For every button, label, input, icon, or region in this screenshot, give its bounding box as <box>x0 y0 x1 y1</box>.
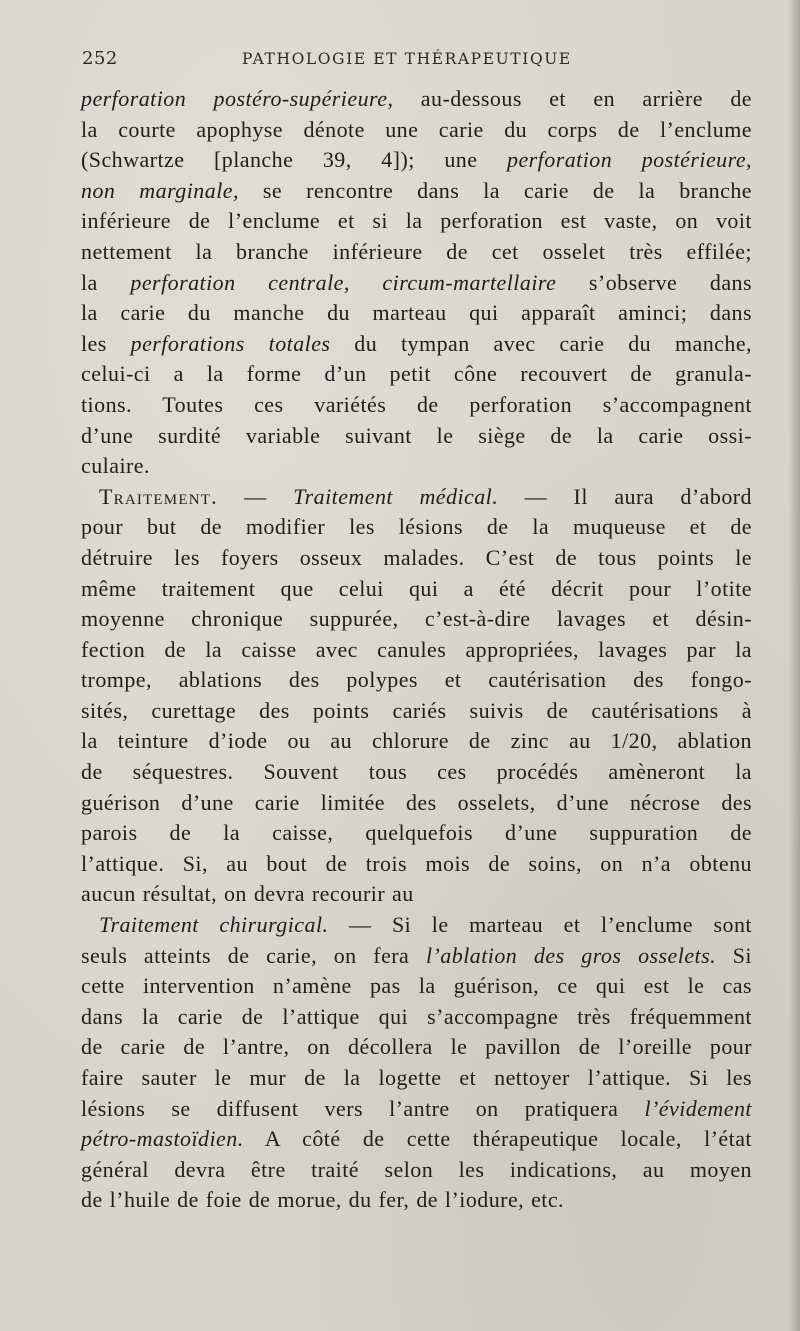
text-run: guérison d’une carie limitée des osselets, d’une nécrose des <box>81 789 752 815</box>
text-run: du tympan avec carie du manche, <box>330 330 753 356</box>
text-run: faire sauter le mur de la logette et nettoyer l’attique. Si les <box>81 1065 752 1090</box>
text-line <box>81 879 752 910</box>
italic-term: non marginale, <box>81 177 239 203</box>
running-head: PATHOLOGIE ET THÉRAPEUTIQUE <box>242 50 572 68</box>
italic-term: perforation centrale, circum-martellaire <box>130 269 557 295</box>
text-line <box>81 1185 752 1216</box>
italic-term: l’évidement <box>644 1095 752 1121</box>
text-run: général devra être traité selon les indications, au moyen <box>81 1156 752 1182</box>
text-run: culaire. <box>81 453 150 479</box>
text-run: parois de la caisse, quelquefois d’une suppuration de <box>81 820 752 846</box>
text-run: seuls atteints de carie, on fera <box>81 942 426 968</box>
text-line <box>81 818 752 849</box>
text-line <box>81 665 752 696</box>
text-run: (Schwartze [planche 39, 4]); une <box>81 147 507 173</box>
text-line <box>81 1094 752 1125</box>
text-run: sités, curettage des points cariés suivis de cautérisations à <box>81 697 752 723</box>
text-run: nettement la branche inférieure de cet osselet très effilée; <box>81 238 752 264</box>
text-run: détruire les foyers osseux malades. C’est de tous points le <box>81 544 752 570</box>
text-line <box>81 268 752 299</box>
text-line <box>81 788 752 819</box>
text-line <box>81 1002 752 1033</box>
text-line <box>81 910 752 941</box>
italic-term: perforation postérieure, <box>507 147 752 173</box>
text-line <box>81 849 752 880</box>
text-run: de l’huile de foie de morue, du fer, de l’iodure, etc. <box>81 1187 565 1213</box>
text-run: se rencontre dans la carie de la branche <box>238 177 752 203</box>
text-run: s’observe dans <box>556 269 752 295</box>
text-run: tions. Toutes ces variétés de perforation s’accompagnent <box>81 391 752 417</box>
text-run: d’une surdité variable suivant le siège de la carie ossi- <box>81 422 752 448</box>
body-text <box>81 84 752 1216</box>
italic-term: perforations totales <box>130 330 331 356</box>
text-line <box>81 359 752 390</box>
text-run: dans la carie de l’attique qui s’accompagne très fréquemment <box>81 1003 752 1029</box>
text-line <box>81 329 752 360</box>
text-line <box>81 1124 752 1155</box>
text-line <box>81 176 752 207</box>
text-line <box>81 237 752 268</box>
text-run: l’attique. Si, au bout de trois mois de soins, on n’a obtenu <box>81 850 752 876</box>
text-run: la teinture d’iode ou au chlorure de zinc au 1/20, ablation <box>81 728 752 754</box>
italic-term: pétro-mastoïdien. <box>81 1126 244 1152</box>
text-run: — Il aura d’abord <box>498 483 752 509</box>
text-line <box>81 1063 752 1094</box>
text-run: cette intervention n’amène pas la guérison, ce qui est le cas <box>81 973 752 999</box>
text-run: — <box>217 483 294 509</box>
page-edge-shadow <box>788 0 800 1331</box>
text-run: la courte apophyse dénote une carie du corps de l’enclume <box>81 116 752 142</box>
text-line <box>81 1032 752 1063</box>
text-line <box>81 604 752 635</box>
text-line <box>81 482 752 513</box>
text-line <box>81 696 752 727</box>
text-line <box>81 206 752 237</box>
text-run: au-dessous et en arrière de <box>393 86 752 111</box>
text-line <box>81 451 752 482</box>
text-line <box>81 512 752 543</box>
text-run: aucun résultat, on devra recourir au <box>81 881 414 907</box>
text-run: fection de la caisse avec canules appropriées, lavages par la <box>81 636 752 662</box>
text-line <box>81 757 752 788</box>
text-run: lésions se diffusent vers l’antre on pratiquera <box>81 1095 645 1121</box>
text-run: celui-ci a la forme d’un petit cône recouvert de granula- <box>81 361 752 387</box>
text-run: de carie de l’antre, on décollera le pavillon de l’oreille pour <box>81 1034 752 1060</box>
text-run: les <box>81 330 131 356</box>
italic-term: l’ablation des gros osselets. <box>425 942 717 968</box>
text-run: inférieure de l’enclume et si la perforation est vaste, on voit <box>81 208 752 234</box>
text-run: A côté de cette thérapeutique locale, l’état <box>243 1126 752 1152</box>
text-line <box>81 726 752 757</box>
text-run: pour but de modifier les lésions de la muqueuse et de <box>81 514 752 540</box>
text-line <box>81 421 752 452</box>
text-line <box>81 543 752 574</box>
text-line <box>81 390 752 421</box>
text-run: de séquestres. Souvent tous ces procédés amèneront la <box>81 759 752 785</box>
text-line <box>81 115 752 146</box>
text-line <box>81 971 752 1002</box>
text-line <box>81 298 752 329</box>
page-header <box>82 44 752 74</box>
text-run: la <box>81 269 131 295</box>
text-line <box>81 1155 752 1186</box>
text-run: Si <box>716 942 752 968</box>
text-line <box>81 574 752 605</box>
section-heading: Traitement. <box>99 483 218 509</box>
text-line <box>81 941 752 972</box>
text-line <box>81 145 752 176</box>
italic-term: Traitement médical. <box>293 483 499 509</box>
text-run: moyenne chronique suppurée, c’est-à-dire lavages et désin- <box>81 606 752 632</box>
text-run: la carie du manche du marteau qui apparaît aminci; dans <box>81 300 752 326</box>
italic-term: perforation postéro-supérieure, <box>81 86 394 111</box>
text-line <box>81 635 752 666</box>
text-line <box>81 84 752 115</box>
italic-term: Traitement chirurgical. <box>99 912 329 938</box>
text-run: — Si le marteau et l’enclume sont <box>328 912 752 938</box>
text-run: même traitement que celui qui a été décrit pour l’otite <box>81 575 752 601</box>
text-run: trompe, ablations des polypes et cautérisation des fongo- <box>81 667 752 693</box>
page-number: 252 <box>82 48 118 69</box>
